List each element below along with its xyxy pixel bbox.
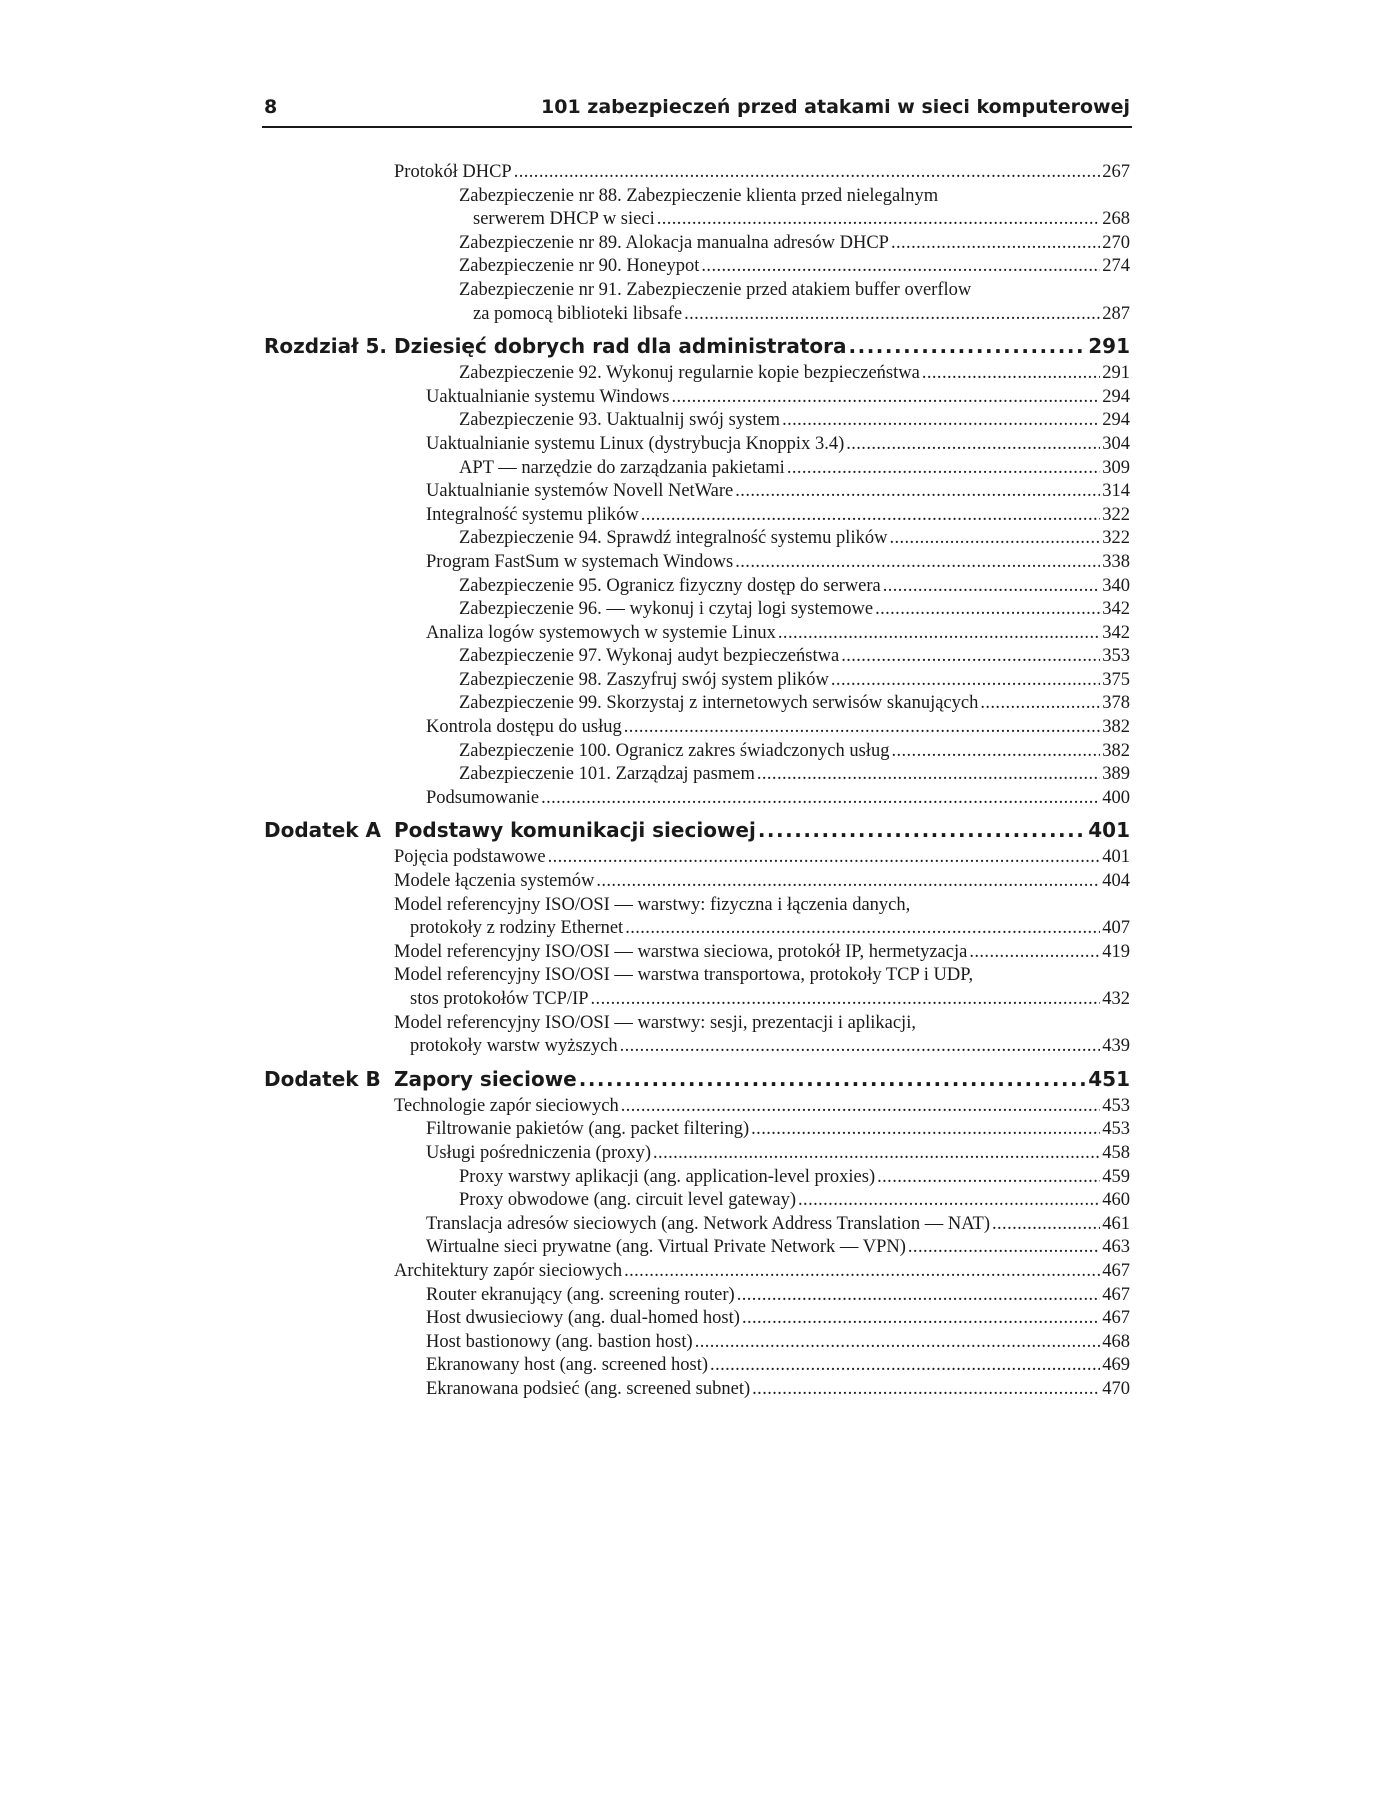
toc-row (426, 1118, 1130, 1142)
entry-title: Podsumowanie (426, 787, 540, 808)
toc-entry (262, 551, 1130, 575)
toc-row (394, 1066, 1130, 1092)
entry-title: Translacja adresów sieciowych (ang. Network Address Translation — NAT) (426, 1213, 990, 1234)
entry-title: Zabezpieczenie 94. Sprawdź integralność systemu plików (459, 528, 888, 549)
dot-leader (778, 622, 1100, 646)
toc-entry (262, 1354, 1130, 1378)
dot-leader (624, 716, 1100, 740)
entry-title: Router ekranujący (ang. screening router) (426, 1284, 735, 1305)
entry-page: 294 (1102, 386, 1130, 407)
dot-leader (548, 846, 1101, 870)
dot-leader (757, 763, 1100, 787)
toc-row (426, 1213, 1130, 1237)
entry-title: Host dwusieciowy (ang. dual-homed host) (426, 1308, 740, 1329)
entry-title: Zabezpieczenie 96. — wykonuj i czytaj logi systemowe (459, 599, 874, 620)
toc-entry (262, 1166, 1130, 1190)
toc-entry (262, 1012, 1130, 1036)
toc-row (459, 669, 1130, 693)
toc-entry (262, 598, 1130, 622)
dot-leader (695, 1331, 1101, 1355)
toc-row (426, 716, 1130, 740)
toc-row (426, 1284, 1130, 1308)
toc-chapter (262, 817, 1130, 843)
entry-title: Zabezpieczenie nr 91. Zabezpieczenie przed atakiem buffer overflow (459, 279, 972, 300)
dot-leader (591, 988, 1101, 1012)
entry-page: 432 (1102, 989, 1130, 1009)
entry-title: Analiza logów systemowych w systemie Linux (426, 622, 776, 643)
dot-leader (752, 1378, 1100, 1402)
entry-page: 274 (1102, 256, 1130, 277)
entry-title: APT — narzędzie do zarządzania pakietami (459, 457, 785, 478)
toc-row (394, 941, 1130, 965)
entry-page: 439 (1102, 1036, 1130, 1057)
dot-leader (787, 457, 1100, 481)
entry-page: 322 (1102, 504, 1130, 525)
entry-title: Podstawy komunikacji sieciowej (394, 818, 756, 843)
toc-entry (262, 279, 1130, 303)
toc-entry (262, 386, 1130, 410)
entry-title: Uaktualnianie systemów Novell NetWare (426, 481, 734, 502)
dot-leader (624, 1260, 1100, 1284)
dot-leader (922, 362, 1100, 386)
toc-chapter (262, 1066, 1130, 1092)
dot-leader (782, 409, 1100, 433)
entry-title: Technologie zapór sieciowych (394, 1095, 619, 1116)
entry-title: Program FastSum w systemach Windows (426, 551, 734, 572)
toc-entry (262, 1118, 1130, 1142)
toc-entry (262, 185, 1130, 209)
toc-entry (262, 622, 1130, 646)
entry-page: 467 (1102, 1260, 1130, 1281)
entry-page: 304 (1102, 433, 1130, 454)
toc-entry (262, 964, 1130, 988)
toc-row (459, 255, 1130, 279)
entry-title: Host bastionowy (ang. bastion host) (426, 1331, 693, 1352)
toc-entry (262, 846, 1130, 870)
toc-row (426, 787, 1130, 811)
entry-page: 294 (1102, 410, 1130, 431)
entry-page: 291 (1088, 334, 1130, 359)
dot-leader (620, 1035, 1101, 1059)
entry-title: Model referencyjny ISO/OSI — warstwy: fizyczna i łączenia danych, (394, 894, 911, 915)
toc-entry (262, 232, 1130, 256)
toc-row (426, 386, 1130, 410)
table-of-contents (262, 161, 1130, 1402)
toc-row (459, 362, 1130, 386)
toc-row (459, 185, 1130, 209)
toc-entry (262, 763, 1130, 787)
entry-page: 401 (1088, 818, 1130, 843)
dot-leader (641, 504, 1101, 528)
toc-row (426, 433, 1130, 457)
entry-title: Zabezpieczenie 98. Zaszyfruj swój system plików (459, 669, 829, 690)
dot-leader (980, 692, 1100, 716)
toc-row (394, 333, 1130, 359)
dot-leader (735, 551, 1100, 575)
toc-entry (262, 692, 1130, 716)
entry-page: 419 (1102, 941, 1130, 962)
toc-row (394, 964, 1130, 988)
entry-page: 322 (1102, 528, 1130, 549)
dot-leader (798, 1189, 1100, 1213)
toc-entry (262, 917, 1130, 941)
toc-entry (262, 645, 1130, 669)
toc-entry (262, 457, 1130, 481)
entry-page: 389 (1102, 764, 1130, 785)
toc-row (426, 504, 1130, 528)
dot-leader (672, 386, 1101, 410)
entry-title: Dziesięć dobrych rad dla administratora (394, 334, 847, 359)
toc-row (426, 1142, 1130, 1166)
toc-row (473, 208, 1130, 232)
toc-entry (262, 1213, 1130, 1237)
entry-title: Model referencyjny ISO/OSI — warstwa sieciowa, protokół IP, hermetyzacja (394, 941, 968, 962)
toc-row (459, 1189, 1130, 1213)
dot-leader (992, 1213, 1100, 1237)
toc-row (459, 740, 1130, 764)
entry-title: Uaktualnianie systemu Linux (dystrybucja Knoppix 3.4) (426, 433, 845, 454)
entry-title: Zabezpieczenie 93. Uaktualnij swój system (459, 410, 781, 431)
entry-page: 378 (1102, 693, 1130, 714)
dot-leader (621, 1095, 1101, 1119)
entry-title: Zabezpieczenie 100. Ogranicz zakres świadczonych usług (459, 740, 890, 761)
toc-row (410, 917, 1130, 941)
toc-row (459, 763, 1130, 787)
entry-page: 338 (1102, 551, 1130, 572)
dot-leader (846, 433, 1100, 457)
entry-page: 353 (1102, 646, 1130, 667)
entry-title: Wirtualne sieci prywatne (ang. Virtual Private Network — VPN) (426, 1237, 906, 1258)
entry-title: Ekranowany host (ang. screened host) (426, 1355, 709, 1376)
toc-entry (262, 527, 1130, 551)
entry-title: Zabezpieczenie nr 90. Honeypot (459, 256, 700, 277)
entry-page: 460 (1102, 1190, 1130, 1211)
entry-page: 342 (1102, 599, 1130, 620)
toc-row (426, 480, 1130, 504)
entry-title: Integralność systemu plików (426, 504, 639, 525)
entry-page: 453 (1102, 1095, 1130, 1116)
toc-row (459, 692, 1130, 716)
toc-row (394, 1095, 1130, 1119)
toc-entry (262, 1378, 1130, 1402)
dot-leader (875, 598, 1100, 622)
toc-entry (262, 208, 1130, 232)
toc-row (459, 1166, 1130, 1190)
entry-page: 342 (1102, 622, 1130, 643)
toc-entry (262, 1236, 1130, 1260)
entry-page: 270 (1102, 232, 1130, 253)
dot-leader (579, 1066, 1087, 1092)
toc-row (426, 622, 1130, 646)
toc-entry (262, 433, 1130, 457)
dot-leader (758, 817, 1086, 843)
entry-page: 268 (1102, 209, 1130, 230)
entry-page: 458 (1102, 1142, 1130, 1163)
toc-entry (262, 988, 1130, 1012)
entry-page: 400 (1102, 787, 1130, 808)
dot-leader (701, 255, 1100, 279)
toc-entry (262, 1095, 1130, 1119)
entry-page: 469 (1102, 1355, 1130, 1376)
dot-leader (831, 669, 1100, 693)
toc-row (410, 1035, 1130, 1059)
toc-entry (262, 303, 1130, 327)
entry-page: 461 (1102, 1213, 1130, 1234)
toc-row (394, 894, 1130, 918)
toc-row (394, 817, 1130, 843)
entry-page: 314 (1102, 481, 1130, 502)
entry-title: protokoły z rodziny Ethernet (410, 918, 624, 939)
entry-title: Zabezpieczenie nr 89. Alokacja manualna adresów DHCP (459, 232, 889, 253)
entry-title: Zabezpieczenie 95. Ogranicz fizyczny dostęp do serwera (459, 575, 881, 596)
toc-entry (262, 480, 1130, 504)
toc-entry (262, 1331, 1130, 1355)
entry-page: 401 (1102, 847, 1130, 868)
dot-leader (891, 232, 1100, 256)
toc-entry (262, 1260, 1130, 1284)
entry-title: Zabezpieczenie 101. Zarządzaj pasmem (459, 764, 755, 785)
running-header (262, 96, 1132, 128)
dot-leader (657, 208, 1101, 232)
toc-row (410, 988, 1130, 1012)
entry-page: 404 (1102, 871, 1130, 892)
book-title: 101 zabezpieczeń przed atakami w sieci komputerowej (541, 96, 1130, 118)
entry-title: Protokół DHCP (394, 162, 512, 182)
entry-page: 287 (1102, 303, 1130, 324)
dot-leader (849, 333, 1087, 359)
toc-entry (262, 575, 1130, 599)
toc-row (459, 279, 1130, 303)
entry-page: 468 (1102, 1331, 1130, 1352)
toc-entry (262, 255, 1130, 279)
entry-page: 467 (1102, 1284, 1130, 1305)
toc-entry (262, 409, 1130, 433)
entry-page: 467 (1102, 1308, 1130, 1329)
toc-entry (262, 787, 1130, 811)
entry-title: Proxy obwodowe (ang. circuit level gateway) (459, 1190, 797, 1211)
entry-title: Model referencyjny ISO/OSI — warstwy: sesji, prezentacji i aplikacji, (394, 1012, 916, 1033)
entry-title: Model referencyjny ISO/OSI — warstwa transportowa, protokoły TCP i UDP, (394, 965, 974, 986)
toc-chapter (262, 333, 1130, 359)
entry-title: za pomocą biblioteki libsafe (473, 303, 683, 324)
dot-leader (908, 1236, 1100, 1260)
toc-row (426, 1354, 1130, 1378)
toc-entry (262, 362, 1130, 386)
entry-title: protokoły warstw wyższych (410, 1036, 618, 1057)
toc-row (394, 1260, 1130, 1284)
entry-title: Usługi pośredniczenia (proxy) (426, 1142, 652, 1163)
chapter-label: Rozdział 5. (264, 334, 387, 359)
entry-title: Zapory sieciowe (394, 1066, 577, 1091)
chapter-label: Dodatek A (264, 818, 382, 843)
toc-row (459, 575, 1130, 599)
toc-entry (262, 941, 1130, 965)
toc-row (473, 303, 1130, 327)
toc-entry (262, 504, 1130, 528)
entry-title: stos protokołów TCP/IP (410, 989, 589, 1009)
entry-page: 407 (1102, 918, 1130, 939)
dot-leader (841, 645, 1100, 669)
toc-row (459, 232, 1130, 256)
toc-entry (262, 1035, 1130, 1059)
dot-leader (877, 1166, 1100, 1190)
toc-entry (262, 669, 1130, 693)
dot-leader (710, 1354, 1100, 1378)
dot-leader (969, 941, 1100, 965)
entry-page: 382 (1102, 717, 1130, 738)
entry-title: Zabezpieczenie nr 88. Zabezpieczenie klienta przed nielegalnym (459, 185, 939, 206)
toc-row (426, 1307, 1130, 1331)
toc-entry (262, 870, 1130, 894)
chapter-label: Dodatek B (264, 1066, 381, 1091)
dot-leader (596, 870, 1100, 894)
entry-title: Pojęcia podstawowe (394, 847, 546, 868)
toc-entry (262, 1189, 1130, 1213)
toc-row (426, 551, 1130, 575)
entry-page: 463 (1102, 1237, 1130, 1258)
toc-entry (262, 1284, 1130, 1308)
dot-leader (883, 575, 1101, 599)
toc-entry (262, 894, 1130, 918)
entry-title: Zabezpieczenie 92. Wykonuj regularnie kopie bezpieczeństwa (459, 363, 920, 384)
entry-page: 291 (1102, 363, 1130, 384)
dot-leader (653, 1142, 1100, 1166)
dot-leader (742, 1307, 1100, 1331)
toc-row (394, 870, 1130, 894)
entry-title: Architektury zapór sieciowych (394, 1260, 623, 1281)
entry-title: Uaktualnianie systemu Windows (426, 386, 670, 407)
entry-title: Zabezpieczenie 99. Skorzystaj z internetowych serwisów skanujących (459, 693, 979, 714)
toc-row (459, 457, 1130, 481)
dot-leader (625, 917, 1100, 941)
entry-page: 459 (1102, 1166, 1130, 1187)
toc-row (394, 1012, 1130, 1036)
entry-page: 340 (1102, 575, 1130, 596)
toc-entry (262, 740, 1130, 764)
entry-title: Modele łączenia systemów (394, 871, 595, 892)
entry-title: Zabezpieczenie 97. Wykonaj audyt bezpieczeństwa (459, 646, 840, 667)
dot-leader (735, 480, 1100, 504)
entry-page: 453 (1102, 1119, 1130, 1140)
dot-leader (514, 161, 1101, 185)
toc-row (426, 1378, 1130, 1402)
entry-page: 382 (1102, 740, 1130, 761)
dot-leader (889, 527, 1100, 551)
entry-page: 267 (1102, 162, 1130, 182)
toc-entry (262, 1307, 1130, 1331)
entry-page: 309 (1102, 457, 1130, 478)
entry-title: Kontrola dostępu do usług (426, 717, 622, 738)
toc-row (426, 1331, 1130, 1355)
toc-row (459, 598, 1130, 622)
entry-title: Ekranowana podsieć (ang. screened subnet) (426, 1378, 751, 1399)
dot-leader (891, 740, 1100, 764)
dot-leader (751, 1118, 1100, 1142)
dot-leader (737, 1284, 1101, 1308)
toc-row (459, 409, 1130, 433)
toc-row (394, 846, 1130, 870)
toc-row (426, 1236, 1130, 1260)
entry-page: 451 (1088, 1066, 1130, 1091)
page-number: 8 (264, 96, 278, 118)
toc-row (394, 161, 1130, 185)
toc-entry (262, 716, 1130, 740)
entry-title: Filtrowanie pakietów (ang. packet filtering) (426, 1119, 750, 1140)
toc-row (459, 645, 1130, 669)
entry-title: serwerem DHCP w sieci (473, 209, 655, 230)
entry-title: Proxy warstwy aplikacji (ang. application-level proxies) (459, 1166, 876, 1187)
dot-leader (541, 787, 1100, 811)
toc-row (459, 527, 1130, 551)
toc-entry (262, 161, 1130, 185)
toc-entry (262, 1142, 1130, 1166)
entry-page: 470 (1102, 1378, 1130, 1399)
dot-leader (684, 303, 1100, 327)
entry-page: 375 (1102, 669, 1130, 690)
